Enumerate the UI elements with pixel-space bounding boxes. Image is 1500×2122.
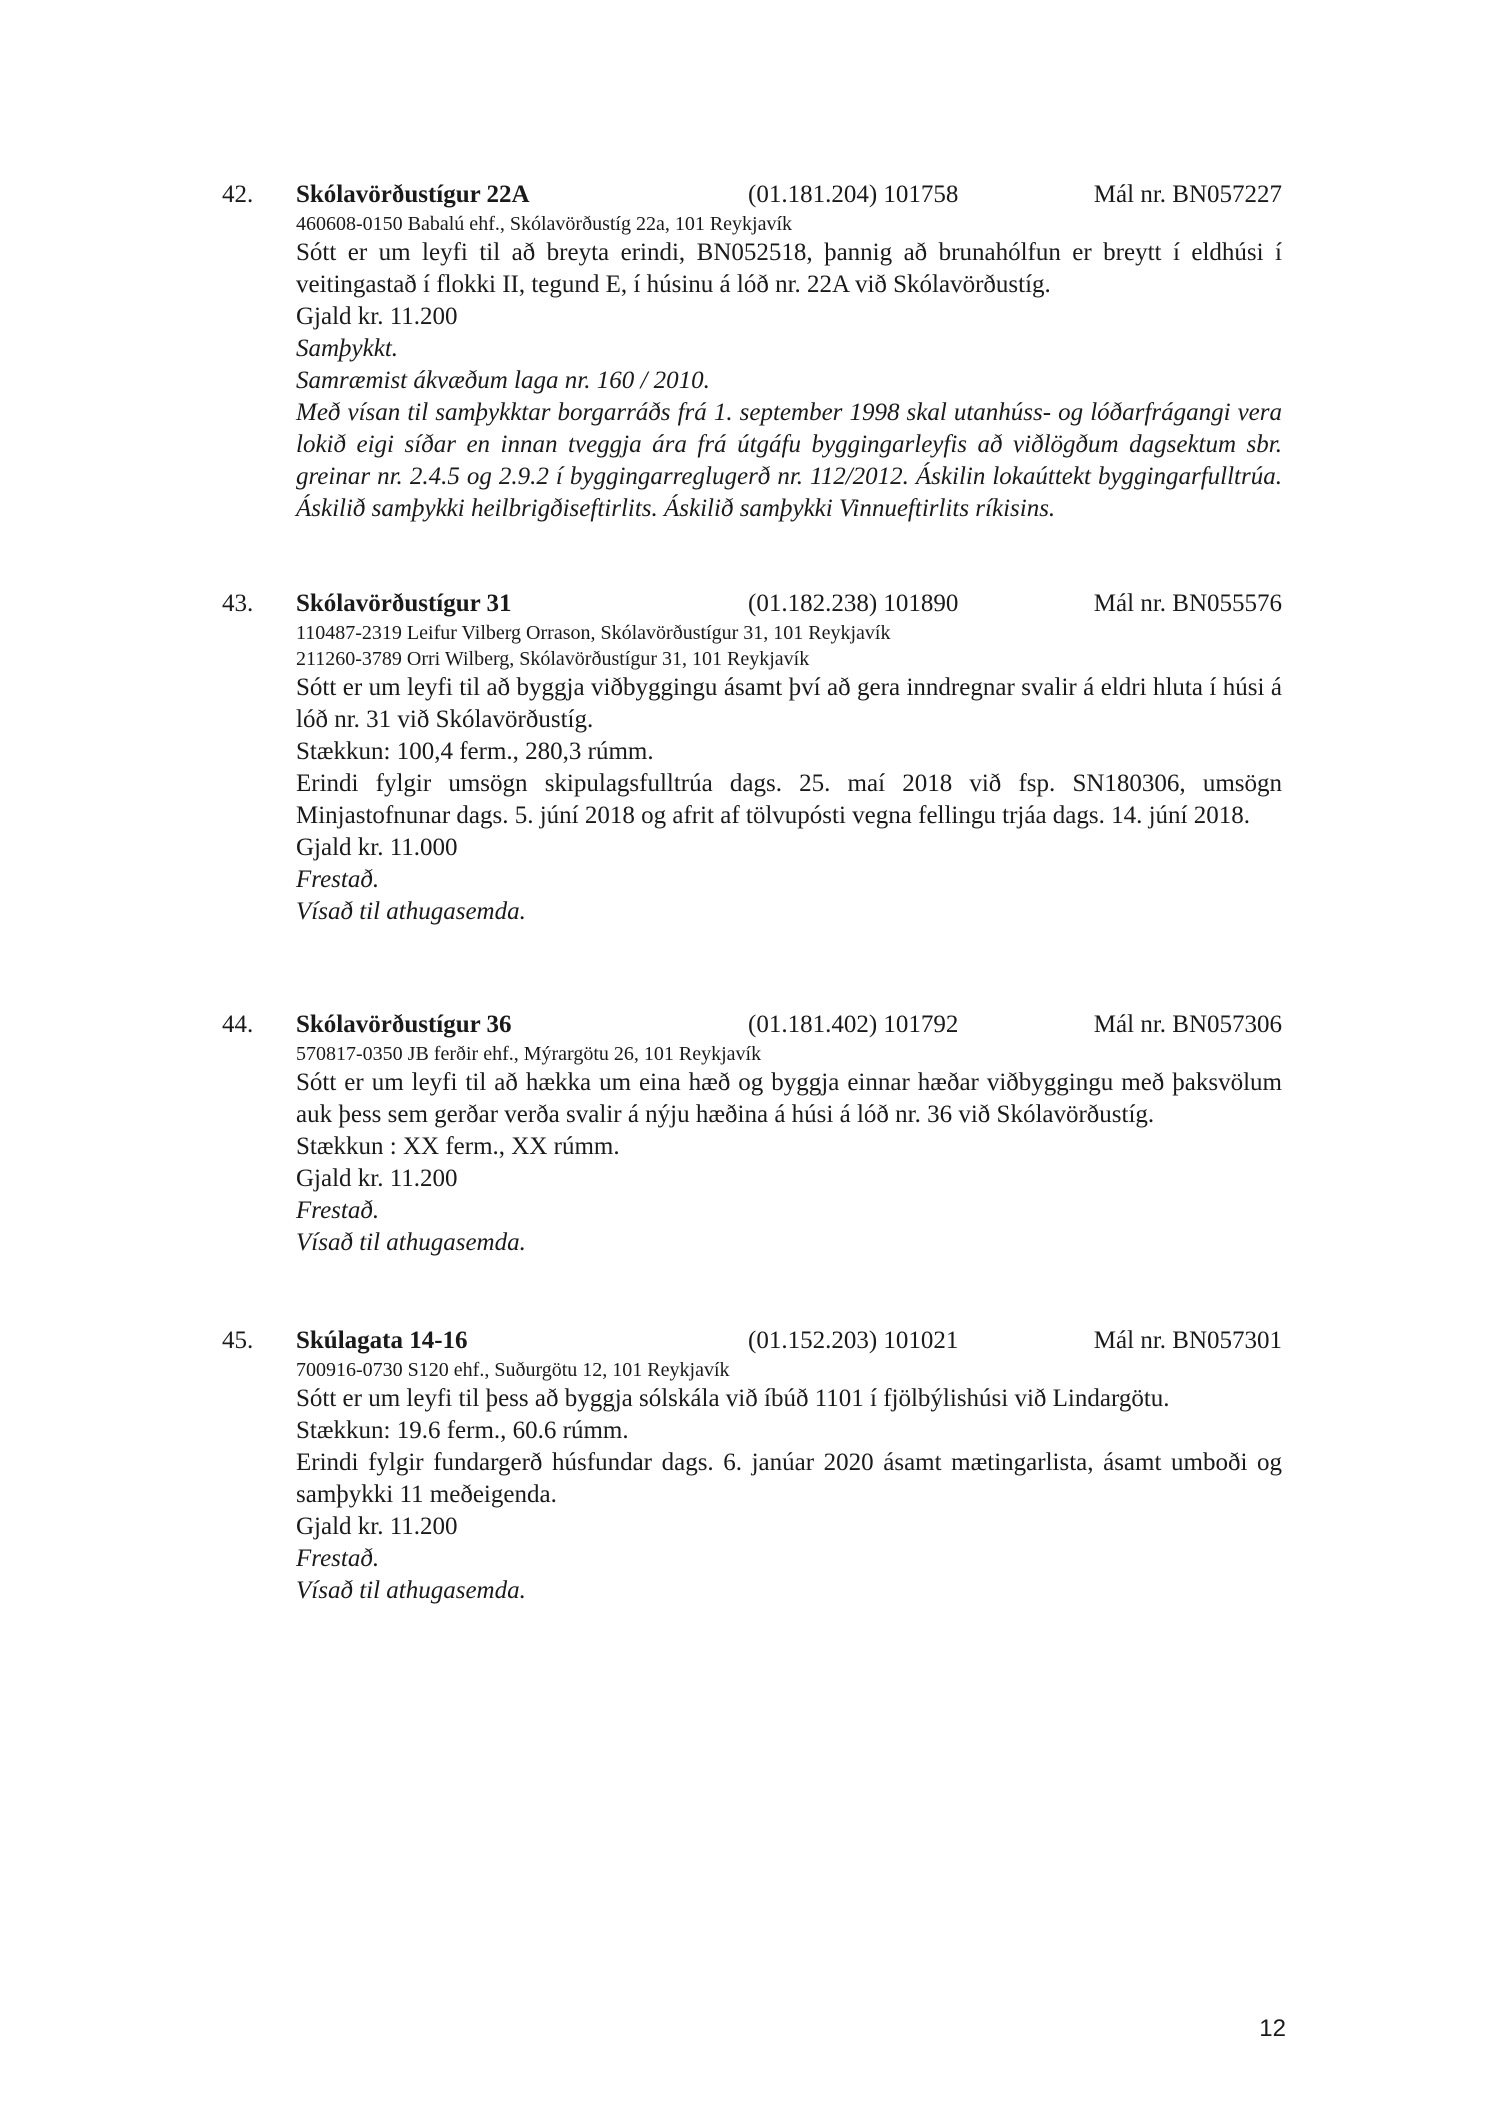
case-address: Skólavörðustígur 22A <box>296 181 530 208</box>
attachments-paragraph: Erindi fylgir umsögn skipulagsfulltrúa dags. 25. maí 2018 við fsp. SN180306, umsögn Minjastofnunar dags. 5. júní 2018 og afrit af tölvupósti vegna fellingu trjáa dags. 14. júní 2018. <box>296 770 1282 829</box>
land-number: (01.181.402) 101792 <box>748 1011 959 1038</box>
decision-line: Frestað. <box>296 1545 380 1572</box>
case-entry-45 <box>222 1325 1282 1607</box>
fee-line: Gjald kr. 11.200 <box>296 303 458 330</box>
case-header <box>222 1009 1282 1041</box>
case-file-number: Mál nr. BN057227 <box>1093 181 1282 208</box>
case-description: Sótt er um leyfi til þess að byggja sólskála við íbúð 1101 í fjölbýlishúsi við Lindargötu. <box>296 1385 1170 1412</box>
case-file-number: Mál nr. BN057301 <box>1093 1327 1282 1354</box>
case-description: Sótt er um leyfi til að byggja viðbyggingu ásamt því að gera inndregnar svalir á eldri hluta í húsi á lóð nr. 31 við Skólavörðustíg. <box>296 674 1282 733</box>
applicant: 570817-0350 JB ferðir ehf., Mýrargötu 26, 101 Reykjavík <box>296 1043 762 1065</box>
case-description: Sótt er um leyfi til að breyta erindi, BN052518, þannig að brunahólfun er breytt í eldhúsi í veitingastað í flokki II, tegund E, í húsinu á lóð nr. 22A við Skólavörðustíg. <box>296 239 1282 298</box>
referral-line: Vísað til athugasemda. <box>296 898 526 925</box>
case-address: Skólavörðustígur 31 <box>296 590 512 617</box>
page-number: 12 <box>1259 2015 1286 2042</box>
applicant: 460608-0150 Babalú ehf., Skólavörðustíg 22a, 101 Reykjavík <box>296 213 793 235</box>
enlargement-line: Stækkun: 100,4 ferm., 280,3 rúmm. <box>296 738 654 765</box>
case-address: Skólavörðustígur 36 <box>296 1011 512 1038</box>
case-entry-43 <box>222 588 1282 928</box>
case-number: 45. <box>222 1327 254 1354</box>
case-body <box>296 620 1282 928</box>
case-header <box>222 588 1282 620</box>
law-reference-line: Samræmist ákvæðum laga nr. 160 / 2010. <box>296 367 710 394</box>
fee-line: Gjald kr. 11.200 <box>296 1165 458 1192</box>
land-number: (01.181.204) 101758 <box>748 181 959 208</box>
decision-line: Frestað. <box>296 866 380 893</box>
case-entry-44 <box>222 1009 1282 1259</box>
case-body <box>296 211 1282 525</box>
referral-line: Vísað til athugasemda. <box>296 1577 526 1604</box>
case-header <box>222 1325 1282 1357</box>
case-body <box>296 1041 1282 1259</box>
enlargement-line: Stækkun : XX ferm., XX rúmm. <box>296 1133 620 1160</box>
case-number: 43. <box>222 590 254 617</box>
decision-line: Frestað. <box>296 1197 380 1224</box>
applicant: 211260-3789 Orri Wilberg, Skólavörðustígur 31, 101 Reykjavík <box>296 648 810 670</box>
decision-line: Samþykkt. <box>296 335 399 362</box>
case-number: 44. <box>222 1011 254 1038</box>
attachments-paragraph: Erindi fylgir fundargerð húsfundar dags. 6. janúar 2020 ásamt mætingarlista, ásamt umboði og samþykki 11 meðeigenda. <box>296 1449 1282 1508</box>
case-description: Sótt er um leyfi til að hækka um eina hæð og byggja einnar hæðar viðbyggingu með þaksvölum auk þess sem gerðar verða svalir á nýju hæðina á húsi á lóð nr. 36 við Skólavörðustíg. <box>296 1069 1282 1128</box>
case-entry-42 <box>222 179 1282 525</box>
land-number: (01.152.203) 101021 <box>748 1327 959 1354</box>
fee-line: Gjald kr. 11.000 <box>296 834 458 861</box>
case-file-number: Mál nr. BN055576 <box>1093 590 1282 617</box>
enlargement-line: Stækkun: 19.6 ferm., 60.6 rúmm. <box>296 1417 629 1444</box>
conditions-paragraph: Með vísan til samþykktar borgarráðs frá 1. september 1998 skal utanhúss- og lóðarfrágangi vera lokið eigi síðar en innan tveggja ára frá útgáfu byggingarleyfis að viðlögðum dagsektum sbr. greinar nr. 2.4.5 og 2.9.2 í byggingarreglugerð nr. 112/2012. Áskilin lokaúttekt byggingarfulltrúa. Áskilið samþykki heilbrigðiseftirlits. Áskilið samþykki Vinnueftirlits ríkisins. <box>296 399 1282 522</box>
applicant: 110487-2319 Leifur Vilberg Orrason, Skólavörðustígur 31, 101 Reykjavík <box>296 622 891 644</box>
referral-line: Vísað til athugasemda. <box>296 1229 526 1256</box>
case-body <box>296 1357 1282 1607</box>
case-number: 42. <box>222 181 254 208</box>
case-address: Skúlagata 14-16 <box>296 1327 468 1354</box>
fee-line: Gjald kr. 11.200 <box>296 1513 458 1540</box>
land-number: (01.182.238) 101890 <box>748 590 959 617</box>
case-file-number: Mál nr. BN057306 <box>1093 1011 1282 1038</box>
case-header <box>222 179 1282 211</box>
applicant: 700916-0730 S120 ehf., Suðurgötu 12, 101 Reykjavík <box>296 1359 730 1381</box>
